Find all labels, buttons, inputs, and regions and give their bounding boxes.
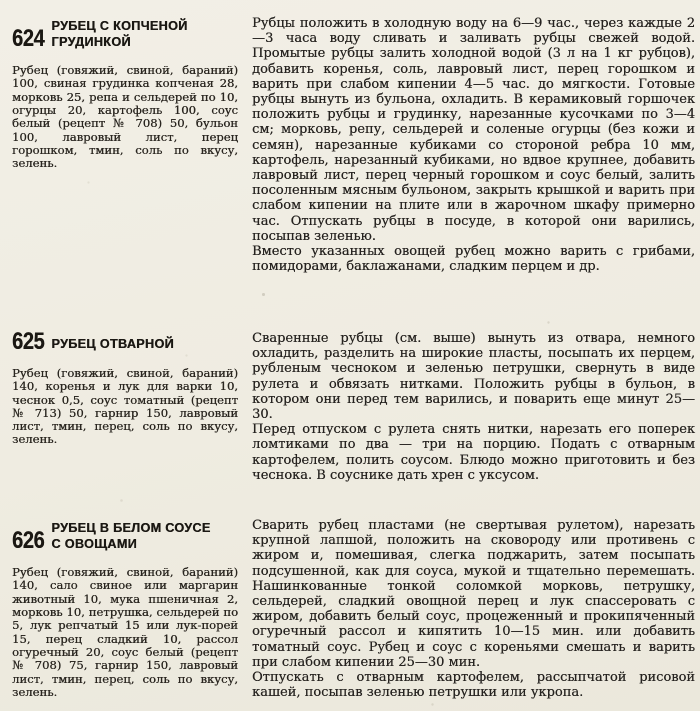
recipe-title-line2: ГРУДИНКОЙ	[51, 34, 131, 49]
instructions-paragraph: Вместо указанных овощей рубец можно варить с грибами, помидорами, баклажанами, сладким перцем и др.	[252, 244, 695, 275]
paper-speckles	[0, 0, 1, 1]
instructions-paragraph: Перед отпуском с рулета снять нитки, нарезать его поперек ломтиками по два — три на порцию. Подать с отварным картофелем, полить соусом. Блюдо можно приготовить и без чеснока. В соуснике дать хрен с уксусом.	[252, 422, 695, 483]
recipe-number-wrap	[12, 527, 51, 555]
recipe-626-header	[12, 521, 238, 555]
recipe-title-line2: С ОВОЩАМИ	[51, 536, 137, 551]
recipe-number: 626	[12, 527, 45, 555]
recipe-626-left-column	[12, 521, 238, 699]
instructions-paragraph: Сваренные рубцы (см. выше) вынуть из отвара, немного охладить, разделить на широкие пласты, посыпать их перцем, рубленым чесноком и зеленью петрушки, свернуть в виде рулета и обвязать нитками. Положить рубцы в бульон, в котором они перед тем варились, и поварить еще минут 25—30.	[252, 331, 695, 423]
recipe-ingredients: Рубец (говяжий, свиной, бараний) 100, свиная грудинка копченая 28, морковь 25, репа и сельдерей по 10, огурцы 20, картофель 100, соус белый (рецепт № 708) 50, бульон 100, лавровый лист, перец горошком, тмин, соль по вкусу, зелень.	[12, 63, 238, 171]
recipe-625-header	[12, 328, 238, 355]
recipe-title-line1: РУБЕЦ ОТВАРНОЙ	[51, 337, 174, 352]
recipe-number: 624	[12, 25, 45, 53]
recipe-625-left-column	[12, 328, 238, 447]
recipe-ingredients: Рубец (говяжий, свиной, бараний) 140, коренья и лук для варки 10, чеснок 0,5, соус томатный (рецепт № 713) 50, гарнир 150, лавровый лист, тмин, перец, соль по вкусу, зелень.	[12, 366, 238, 447]
recipe-624-instructions	[252, 16, 695, 274]
recipe-title	[51, 337, 174, 353]
instructions-paragraph: Рубцы положить в холодную воду на 6—9 час., через каждые 2—3 часа воду сливать и заливать рубцы свежей водой. Промытые рубцы залить холодной водой (3 л на 1 кг рубцов), добавить коренья, соль, лавровый лист, перец горошком и варить при слабом кипении 4—5 час. до мягкости. Готовые рубцы вынуть из бульона, охладить. В керамиковый горшочек положить рубцы и грудинку, нарезанные кусочками по 3—4 см; морковь, репу, сельдерей и соленые огурцы (без кожи и семян), нарезанные кубиками со стороной ребра 10 мм, картофель, нарезанный кубиками, но вдвое крупнее, добавить лавровый лист, перец черный горошком и соус белый, залить посоленным мясным бульоном, закрыть крышкой и варить при слабом кипении на плите или в жарочном шкафу примерно час. Отпускать рубцы в посуде, в которой они варились, посыпав зеленью.	[252, 16, 695, 244]
recipe-626-instructions	[252, 518, 695, 700]
recipe-number-wrap	[12, 328, 51, 355]
recipe-number: 625	[12, 328, 45, 355]
recipe-title-line1: РУБЕЦ С КОПЧЕНОЙ	[51, 19, 188, 33]
recipe-title	[51, 521, 210, 552]
recipe-title-line1: РУБЕЦ В БЕЛОМ СОУСЕ	[51, 521, 211, 535]
recipe-number-wrap	[12, 25, 51, 53]
recipe-ingredients: Рубец (говяжий, свиной, бараний) 140, сало свиное или маргарин животный 10, мука пшеничная 2, морковь 10, петрушка, сельдерей по 5, лук репчатый 15 или лук-порей 15, перец сладкий 10, рассол огуречный 20, соус белый (рецепт № 708) 75, гарнир 150, лавровый лист, тмин, перец, соль по вкусу, зелень.	[12, 565, 238, 699]
recipe-624-header	[12, 19, 238, 53]
instructions-paragraph: Сварить рубец пластами (не свертывая рулетом), нарезать крупной лапшой, положить на сковороду или противень с жиром и, помешивая, слегка поджарить, затем посыпать подсушенной, как для соуса, мукой и тщательно перемешать. Нашинкованные тонкой соломкой морковь, петрушку, сельдерей, сладкий овощной перец и лук спассеровать с жиром, добавить белый соус, процеженный и прокипяченный огуречный рассол и кипятить 10—15 мин. или добавить томатный соус. Рубец и соус с кореньями смешать и варить при слабом кипении 25—30 мин.	[252, 518, 695, 670]
recipe-625-instructions	[252, 331, 695, 483]
recipe-624-left-column	[12, 19, 238, 171]
instructions-paragraph: Отпускать с отварным картофелем, рассыпчатой рисовой кашей, посыпав зеленью петрушки или укропа.	[252, 670, 695, 701]
recipe-title	[51, 19, 187, 50]
